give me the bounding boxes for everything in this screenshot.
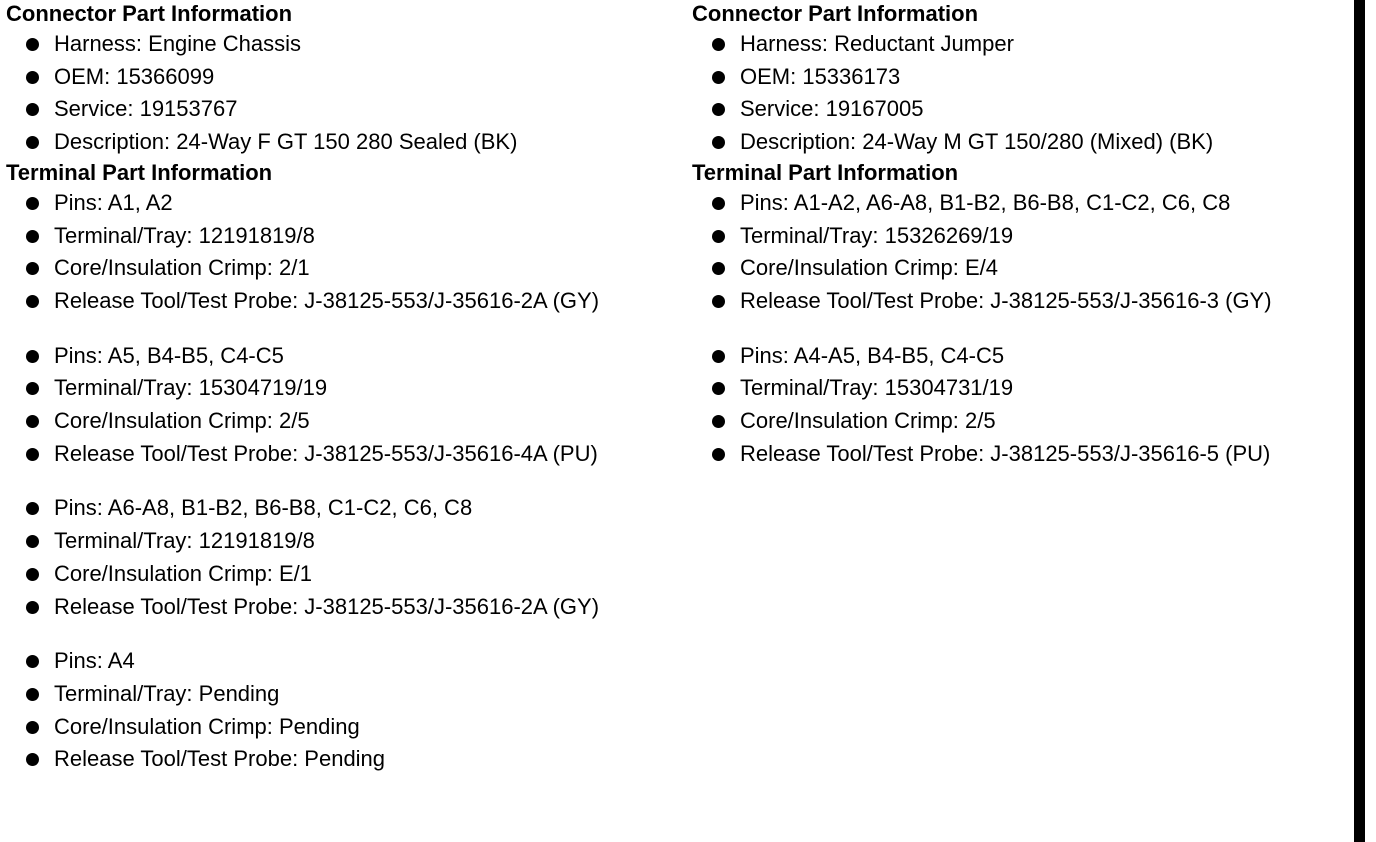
list-item [6, 252, 686, 285]
bullet-icon [712, 448, 725, 461]
bullet-icon [712, 350, 725, 363]
list-item [692, 285, 1352, 318]
list-item [692, 187, 1352, 220]
terminal-tray-text: Terminal/Tray: 12191819/8 [54, 528, 315, 554]
description-text: Description: 24-Way F GT 150 280 Sealed (BK) [54, 129, 518, 155]
list-item [6, 61, 686, 94]
crimp-text: Core/Insulation Crimp: E/4 [740, 255, 998, 281]
list-item [6, 492, 686, 525]
list-item [692, 252, 1352, 285]
bullet-icon [26, 350, 39, 363]
list-item [692, 93, 1352, 126]
bullet-icon [26, 753, 39, 766]
list-item [6, 711, 686, 744]
right-connector-column [692, 0, 1352, 470]
bullet-icon [26, 230, 39, 243]
bullet-icon [712, 103, 725, 116]
terminal-group-4 [6, 645, 686, 776]
crimp-text: Core/Insulation Crimp: Pending [54, 713, 360, 739]
terminal-tray-text: Terminal/Tray: 12191819/8 [54, 222, 315, 248]
terminal-group-2 [6, 340, 686, 471]
terminal-group-1 [692, 187, 1352, 318]
bullet-icon [26, 721, 39, 734]
connector-info-list [6, 28, 686, 159]
bullet-icon [26, 601, 39, 614]
terminal-heading: Terminal Part Information [6, 159, 273, 185]
list-item [6, 93, 686, 126]
list-item [692, 340, 1352, 373]
list-item [6, 220, 686, 253]
pins-text: Pins: A1, A2 [54, 189, 173, 215]
list-item [6, 743, 686, 776]
bullet-icon [26, 655, 39, 668]
release-tool-text: Release Tool/Test Probe: J-38125-553/J-35616-2A (GY) [54, 593, 600, 619]
release-tool-text: Release Tool/Test Probe: J-38125-553/J-35616-4A (PU) [54, 440, 598, 466]
bullet-icon [712, 197, 725, 210]
bullet-icon [712, 382, 725, 395]
list-item [692, 405, 1352, 438]
list-item [6, 591, 686, 624]
list-item [6, 645, 686, 678]
list-item [6, 372, 686, 405]
list-item [6, 285, 686, 318]
bullet-icon [712, 295, 725, 308]
pins-text: Pins: A4-A5, B4-B5, C4-C5 [740, 342, 1005, 368]
crimp-text: Core/Insulation Crimp: E/1 [54, 560, 312, 586]
bullet-icon [26, 415, 39, 428]
oem-text: OEM: 15366099 [54, 63, 215, 89]
release-tool-text: Release Tool/Test Probe: J-38125-553/J-35616-5 (PU) [740, 440, 1271, 466]
pins-text: Pins: A4 [54, 648, 135, 674]
pins-text: Pins: A5, B4-B5, C4-C5 [54, 342, 284, 368]
list-item [692, 28, 1352, 61]
oem-text: OEM: 15336173 [740, 63, 901, 89]
bullet-icon [26, 502, 39, 515]
service-text: Service: 19167005 [740, 96, 924, 122]
connector-heading: Connector Part Information [692, 1, 979, 26]
list-item [6, 28, 686, 61]
connector-info-list [692, 28, 1352, 159]
list-item [6, 525, 686, 558]
bullet-icon [712, 230, 725, 243]
list-item [6, 678, 686, 711]
bullet-icon [26, 197, 39, 210]
terminal-tray-text: Terminal/Tray: 15304719/19 [54, 375, 328, 401]
crimp-text: Core/Insulation Crimp: 2/1 [54, 255, 310, 281]
bullet-icon [712, 38, 725, 51]
left-connector-column [6, 0, 686, 776]
crimp-text: Core/Insulation Crimp: 2/5 [740, 408, 996, 434]
bullet-icon [26, 71, 39, 84]
list-item [6, 438, 686, 471]
terminal-group-3 [6, 492, 686, 623]
terminal-tray-text: Terminal/Tray: Pending [54, 680, 280, 706]
bullet-icon [712, 71, 725, 84]
terminal-group-2 [692, 340, 1352, 471]
list-item [6, 405, 686, 438]
pins-text: Pins: A6-A8, B1-B2, B6-B8, C1-C2, C6, C8 [54, 495, 473, 521]
bullet-icon [712, 262, 725, 275]
terminal-group-1 [6, 187, 686, 318]
bullet-icon [712, 136, 725, 149]
bullet-icon [26, 103, 39, 116]
terminal-heading: Terminal Part Information [692, 159, 959, 185]
bullet-icon [26, 262, 39, 275]
bullet-icon [26, 568, 39, 581]
list-item [6, 558, 686, 591]
bullet-icon [26, 382, 39, 395]
pins-text: Pins: A1-A2, A6-A8, B1-B2, B6-B8, C1-C2, C6, C8 [740, 189, 1231, 215]
list-item [692, 61, 1352, 94]
list-item [692, 438, 1352, 471]
harness-text: Harness: Engine Chassis [54, 31, 302, 56]
page-edge-bar [1354, 0, 1365, 842]
bullet-icon [26, 295, 39, 308]
list-item [692, 126, 1352, 159]
bullet-icon [712, 415, 725, 428]
release-tool-text: Release Tool/Test Probe: J-38125-553/J-35616-3 (GY) [740, 287, 1272, 313]
bullet-icon [26, 535, 39, 548]
bullet-icon [26, 688, 39, 701]
bullet-icon [26, 448, 39, 461]
bullet-icon [26, 38, 39, 51]
bullet-icon [26, 136, 39, 149]
list-item [692, 372, 1352, 405]
terminal-tray-text: Terminal/Tray: 15304731/19 [740, 375, 1014, 401]
connector-heading: Connector Part Information [6, 1, 293, 26]
list-item [6, 126, 686, 159]
crimp-text: Core/Insulation Crimp: 2/5 [54, 408, 310, 434]
harness-text: Harness: Reductant Jumper [740, 31, 1014, 56]
release-tool-text: Release Tool/Test Probe: J-38125-553/J-35616-2A (GY) [54, 287, 600, 313]
terminal-tray-text: Terminal/Tray: 15326269/19 [740, 222, 1014, 248]
service-text: Service: 19153767 [54, 96, 238, 122]
description-text: Description: 24-Way M GT 150/280 (Mixed) (BK) [740, 129, 1214, 155]
list-item [6, 187, 686, 220]
list-item [6, 340, 686, 373]
release-tool-text: Release Tool/Test Probe: Pending [54, 746, 386, 772]
list-item [692, 220, 1352, 253]
